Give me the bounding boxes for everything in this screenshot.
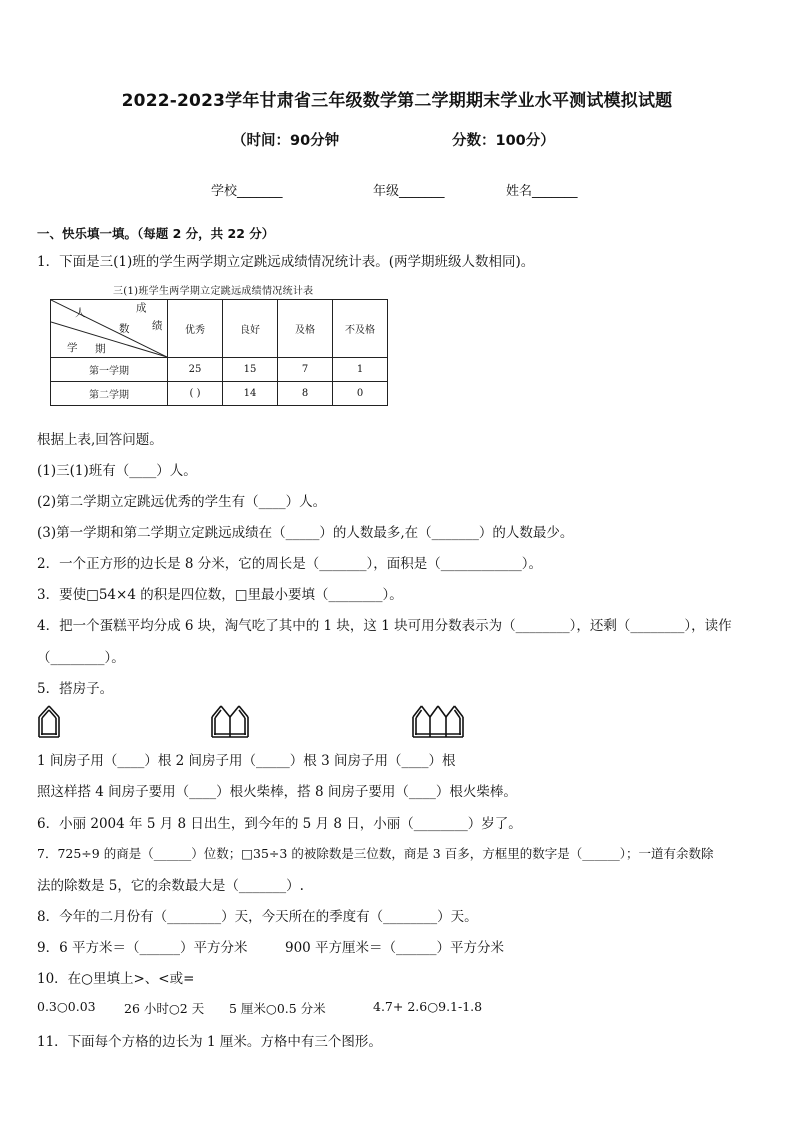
house-1-figure <box>37 704 63 738</box>
question-10-stem: 10．在○里填上>、<或= <box>37 971 195 987</box>
diag-label-qi: 期 <box>95 343 106 355</box>
table-header-cell: 及格 <box>278 300 333 358</box>
school-field: 学校_______ <box>211 184 283 199</box>
table-cell: 15 <box>223 358 278 382</box>
diag-label-cheng: 成 <box>136 302 147 314</box>
grade-field: 年级_______ <box>373 184 445 199</box>
question-6: 6．小丽 2004 年 5 月 8 日出生，到今年的 5 月 8 日，小丽（________）岁了。 <box>37 816 522 832</box>
question-3: 3．要使□54×4 的积是四位数，□里最小要填（________）。 <box>37 587 403 603</box>
house-3-figure <box>411 704 465 738</box>
table-row-label: 第一学期 <box>51 358 168 382</box>
stats-table-figure <box>49 282 388 409</box>
table-cell: 7 <box>278 358 333 382</box>
score-label: 分数：100分） <box>452 133 555 149</box>
table-cell: 14 <box>223 382 278 406</box>
house-2-figure <box>210 704 250 738</box>
question-11: 11．下面每个方格的边长为 1 厘米。方格中有三个图形。 <box>37 1034 382 1050</box>
table-row <box>51 382 388 406</box>
question-2: 2．一个正方形的边长是 8 分米，它的周长是（_______），面积是（____________）。 <box>37 556 543 572</box>
table-cell: 8 <box>278 382 333 406</box>
question-10-item-b: 26 小时○2 天 <box>124 1001 205 1016</box>
diag-label-ji: 绩 <box>152 320 163 332</box>
question-5-line2: 照这样搭 4 间房子要用（____）根火柴棒，搭 8 间房子要用（____）根火柴棒。 <box>37 784 517 800</box>
table-cell: ( ) <box>168 382 223 406</box>
table-header-cell: 良好 <box>223 300 278 358</box>
question-9-part-a: 9．6 平方米＝（______）平方分米 <box>37 940 248 956</box>
time-label: （时间：90分钟 <box>232 133 340 149</box>
question-7-line2: 法的除数是 5，它的余数最大是（_______）. <box>37 878 304 894</box>
table-row-label: 第二学期 <box>51 382 168 406</box>
section-heading: 一、快乐填一填。（每题 2 分，共 22 分） <box>37 226 275 241</box>
table-diagonal-header <box>51 300 168 358</box>
table-cell: 0 <box>333 382 388 406</box>
question-5-line1: 1 间房子用（____）根 2 间房子用（_____）根 3 间房子用（____）根 <box>37 753 456 769</box>
question-1-stem: 1．下面是三(1)班的学生两学期立定跳远成绩情况统计表。(两学期班级人数相同)。 <box>37 254 535 270</box>
question-5-stem: 5．搭房子。 <box>37 681 114 697</box>
diag-label-shu: 数 <box>119 323 130 335</box>
table-cell: 1 <box>333 358 388 382</box>
question-1-sub1: (1)三(1)班有（____）人。 <box>37 463 197 479</box>
question-4-line1: 4．把一个蛋糕平均分成 6 块，淘气吃了其中的 1 块，这 1 块可用分数表示为（________），还剩（________），读作 <box>37 618 732 634</box>
stats-table-title: 三(1)班学生两学期立定跳远成绩情况统计表 <box>113 286 314 297</box>
question-1-sub3: (3)第一学期和第二学期立定跳远成绩在（_____）的人数最多,在（_______）的人数最少。 <box>37 525 574 541</box>
question-1-sub2: (2)第二学期立定跳远优秀的学生有（____）人。 <box>37 494 327 510</box>
question-9-part-b: 900 平方厘米＝（______）平方分米 <box>285 940 505 956</box>
question-4-line2: （________）。 <box>37 650 125 666</box>
table-cell: 25 <box>168 358 223 382</box>
diag-label-ren: 人 <box>75 307 86 319</box>
diag-label-xue: 学 <box>67 342 78 354</box>
question-7-line1: 7．725÷9 的商是（______）位数；□35÷3 的被除数是三位数，商是 3 百多，方框里的数字是（______）；一道有余数除 <box>37 846 714 861</box>
stats-table <box>50 299 388 406</box>
page-title: 2022-2023学年甘肃省三年级数学第二学期期末学业水平测试模拟试题 <box>121 91 673 111</box>
question-10-item-c: 5 厘米○0.5 分米 <box>229 1001 326 1016</box>
question-1-after: 根据上表,回答问题。 <box>37 432 163 448</box>
table-row <box>51 358 388 382</box>
question-8: 8．今年的二月份有（________）天，今天所在的季度有（________）天。 <box>37 909 478 925</box>
table-header-cell: 不及格 <box>333 300 388 358</box>
question-10-item-a: 0.3○0.03 <box>37 999 96 1014</box>
question-10-item-d: 4.7+ 2.6○9.1-1.8 <box>373 999 483 1014</box>
name-field: 姓名_______ <box>506 184 578 199</box>
table-header-cell: 优秀 <box>168 300 223 358</box>
